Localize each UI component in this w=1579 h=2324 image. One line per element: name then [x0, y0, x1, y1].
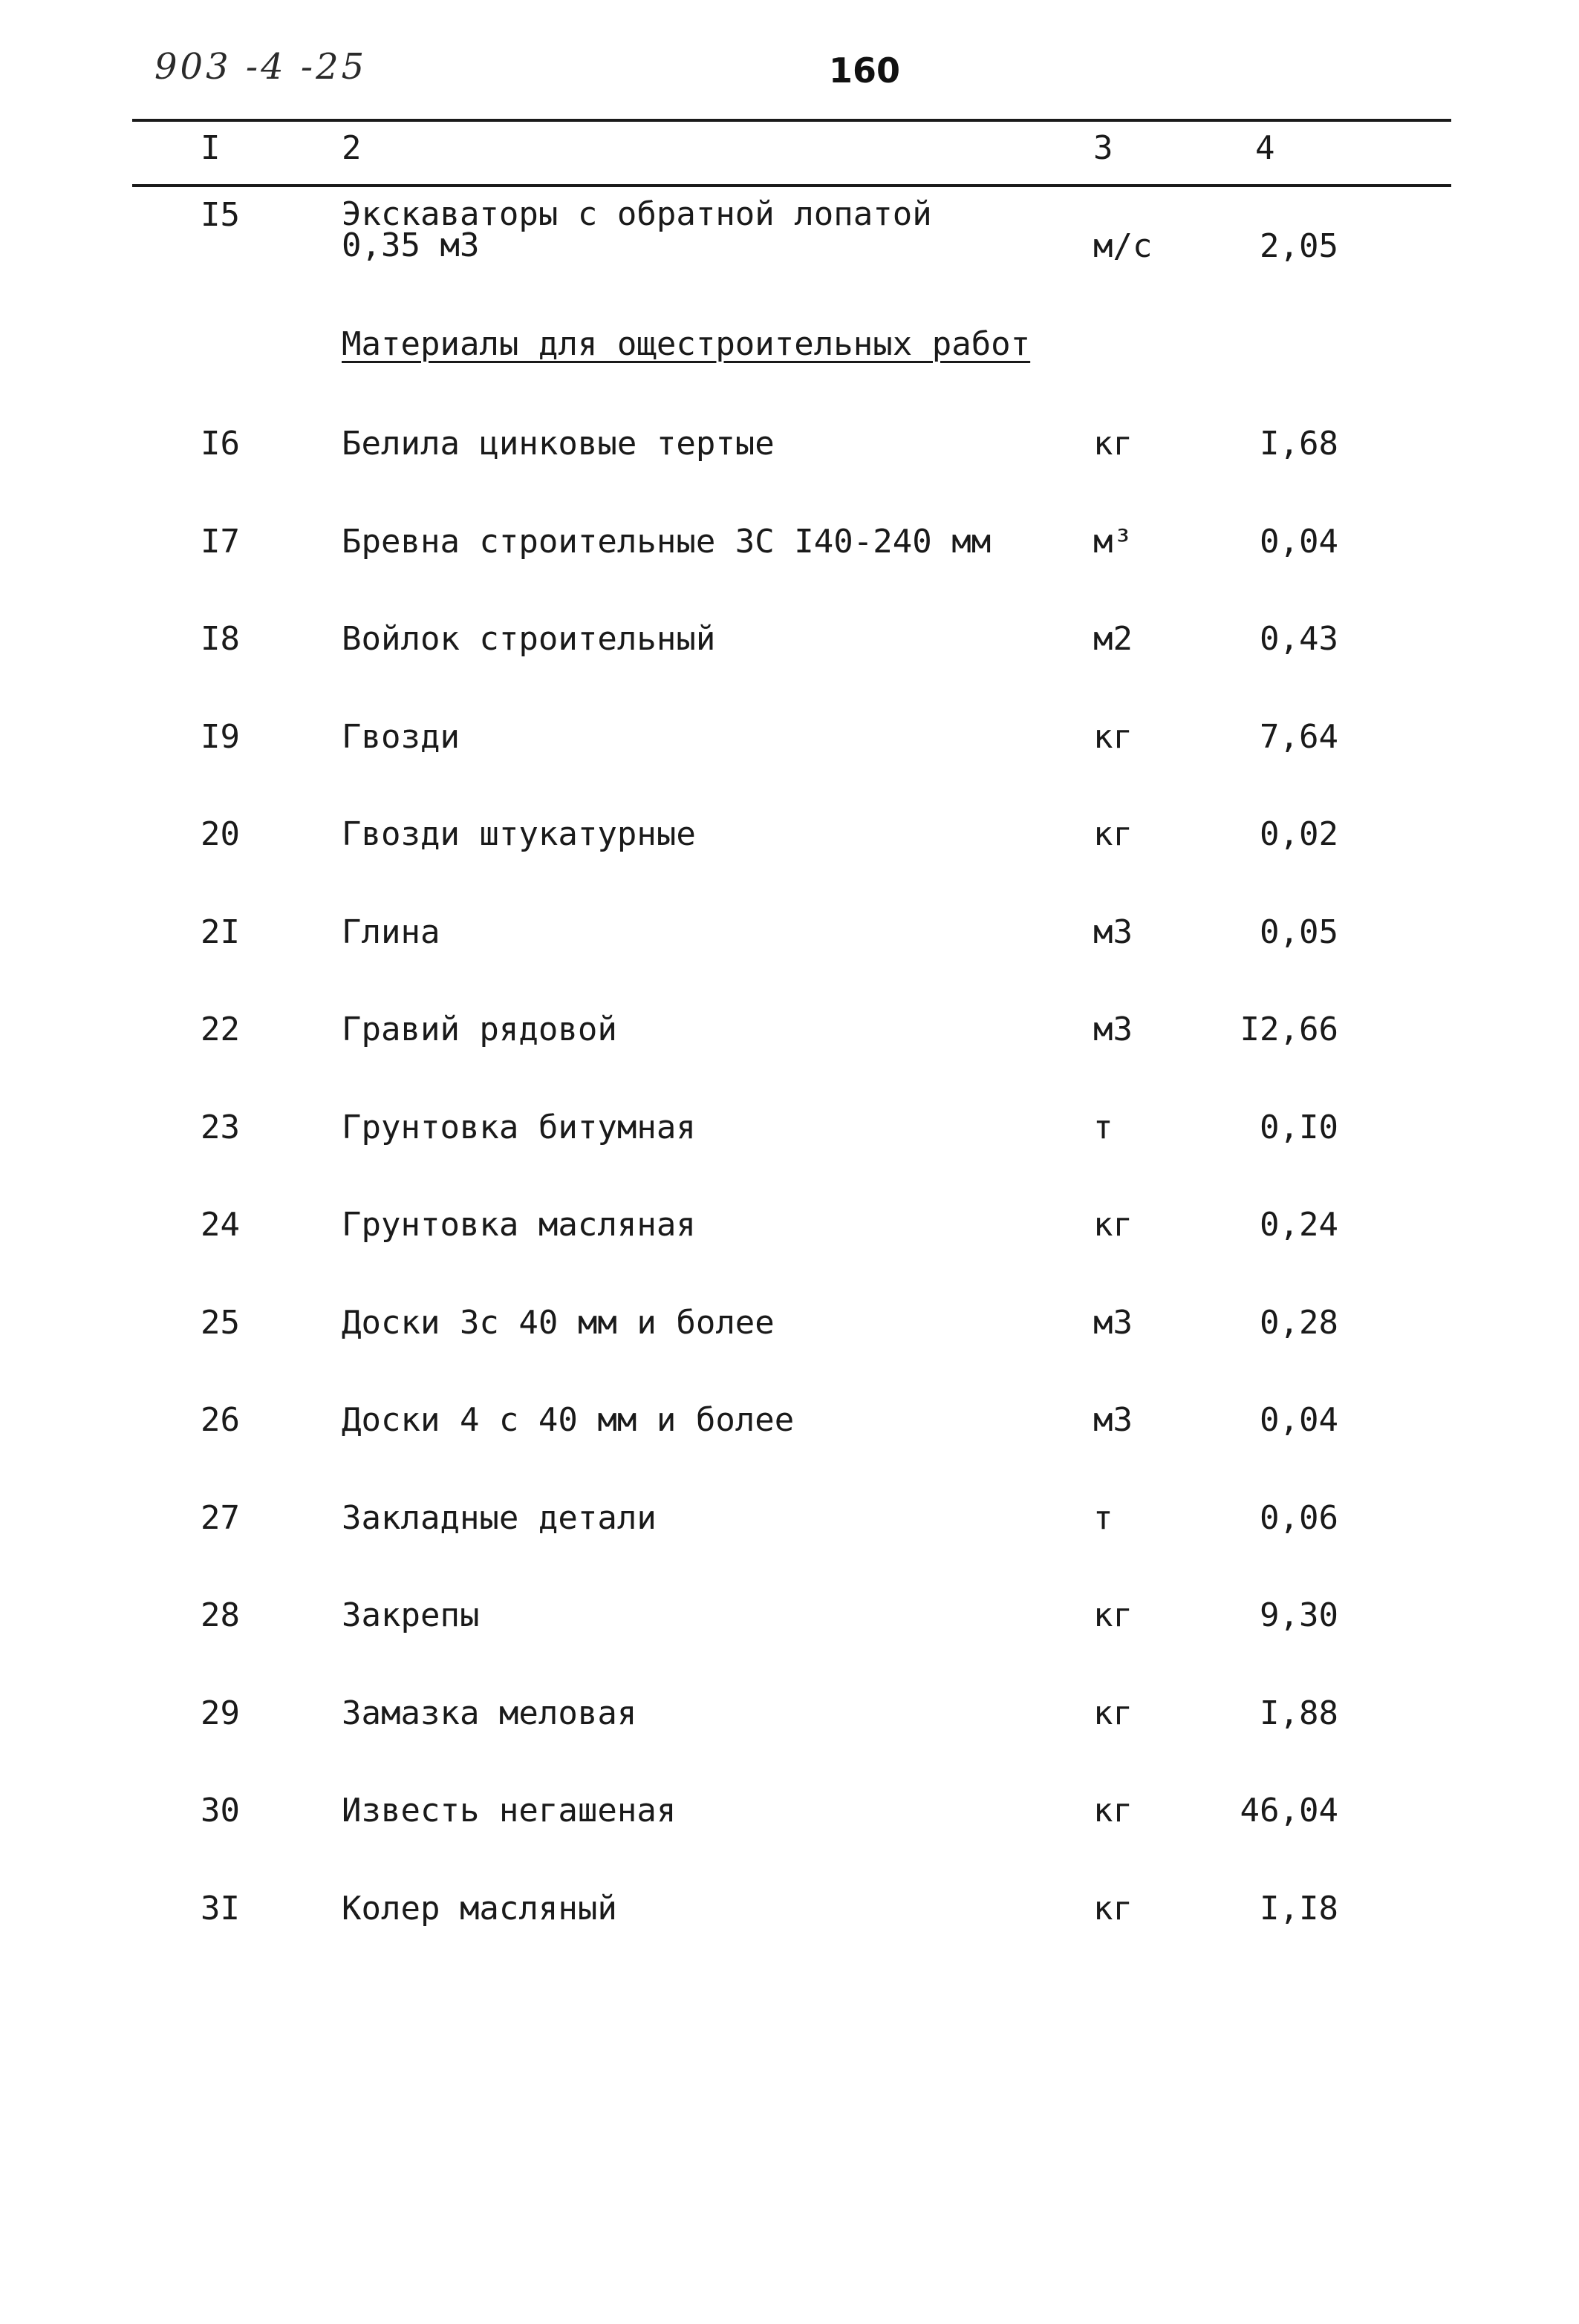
- row-number: I5: [201, 196, 240, 234]
- table-header-rule: [132, 184, 1451, 187]
- row-unit: т: [1093, 1499, 1113, 1537]
- row-number: 28: [201, 1596, 240, 1634]
- row-number: I6: [201, 425, 240, 463]
- row-number: 26: [201, 1401, 240, 1439]
- page-number: 160: [829, 50, 901, 91]
- row-unit: кг: [1093, 1694, 1133, 1732]
- row-value: 0,05: [1260, 913, 1338, 951]
- row-number: 20: [201, 815, 240, 853]
- row-number: 2I: [201, 913, 240, 951]
- row-name: Замазка меловая: [342, 1694, 637, 1732]
- row-name: Грунтовка масляная: [342, 1206, 696, 1244]
- header-col-4: 4: [1255, 129, 1275, 167]
- header-col-2: 2: [342, 129, 362, 167]
- row-unit: м3: [1093, 913, 1133, 951]
- row-value: 0,02: [1260, 815, 1338, 853]
- table-top-rule: [132, 119, 1451, 122]
- row-unit: м2: [1093, 620, 1133, 658]
- row-name: Известь негашеная: [342, 1792, 677, 1830]
- row-number: 27: [201, 1499, 240, 1537]
- row-name: Глина: [342, 913, 440, 951]
- row-value: 0,28: [1260, 1304, 1338, 1342]
- row-value: 0,04: [1260, 1401, 1338, 1439]
- row-name: Бревна строительные 3С I40-240 мм: [342, 523, 992, 561]
- row-value: 7,64: [1260, 718, 1338, 756]
- row-number: 3I: [201, 1890, 240, 1928]
- row-value: I,I8: [1260, 1890, 1338, 1928]
- row-number: 29: [201, 1694, 240, 1732]
- section-heading: Материалы для ощестроительных работ: [342, 325, 1031, 363]
- row-unit: кг: [1093, 425, 1133, 463]
- row-value: 0,24: [1260, 1206, 1338, 1244]
- row-value: 0,06: [1260, 1499, 1338, 1537]
- row-value: 2,05: [1260, 227, 1338, 265]
- row-number: 30: [201, 1792, 240, 1830]
- row-number: I8: [201, 620, 240, 658]
- header-col-1: I: [201, 129, 221, 167]
- row-unit: кг: [1093, 1206, 1133, 1244]
- row-name: Грунтовка битумная: [342, 1109, 696, 1146]
- row-name: Экскаваторы с обратной лопатой 0,35 м3: [342, 195, 932, 264]
- row-name: Колер масляный: [342, 1890, 617, 1928]
- row-name: Войлок строительный: [342, 620, 716, 658]
- row-unit: т: [1093, 1109, 1113, 1146]
- row-unit: м/с: [1093, 227, 1153, 265]
- row-number: 23: [201, 1109, 240, 1146]
- row-name: Гравий рядовой: [342, 1011, 617, 1048]
- header-col-3: 3: [1093, 129, 1113, 167]
- row-value: I2,66: [1240, 1011, 1338, 1048]
- row-name: Гвозди штукатурные: [342, 815, 696, 853]
- document-code: 903 -4 -25: [154, 46, 368, 88]
- row-value: 0,I0: [1260, 1109, 1338, 1146]
- row-value: 0,04: [1260, 523, 1338, 561]
- row-value: 0,43: [1260, 620, 1338, 658]
- row-value: 46,04: [1240, 1792, 1338, 1830]
- row-unit: кг: [1093, 718, 1133, 756]
- row-value: 9,30: [1260, 1596, 1338, 1634]
- row-name: Гвозди: [342, 718, 460, 756]
- row-name: Закладные детали: [342, 1499, 657, 1537]
- row-number: 22: [201, 1011, 240, 1048]
- row-name: Доски 3с 40 мм и более: [342, 1304, 775, 1342]
- row-unit: кг: [1093, 1596, 1133, 1634]
- row-number: I7: [201, 523, 240, 561]
- row-unit: м3: [1093, 1401, 1133, 1439]
- row-number: I9: [201, 718, 240, 756]
- row-value: I,68: [1260, 425, 1338, 463]
- row-name: Белила цинковые тертые: [342, 425, 775, 463]
- row-unit: м3: [1093, 1304, 1133, 1342]
- row-unit: кг: [1093, 1792, 1133, 1830]
- row-unit: кг: [1093, 1890, 1133, 1928]
- row-name: Закрепы: [342, 1596, 480, 1634]
- row-name: Доски 4 с 40 мм и более: [342, 1401, 795, 1439]
- row-unit: м3: [1093, 1011, 1133, 1048]
- row-number: 25: [201, 1304, 240, 1342]
- row-unit: м³: [1093, 523, 1133, 561]
- row-unit: кг: [1093, 815, 1133, 853]
- row-value: I,88: [1260, 1694, 1338, 1732]
- row-number: 24: [201, 1206, 240, 1244]
